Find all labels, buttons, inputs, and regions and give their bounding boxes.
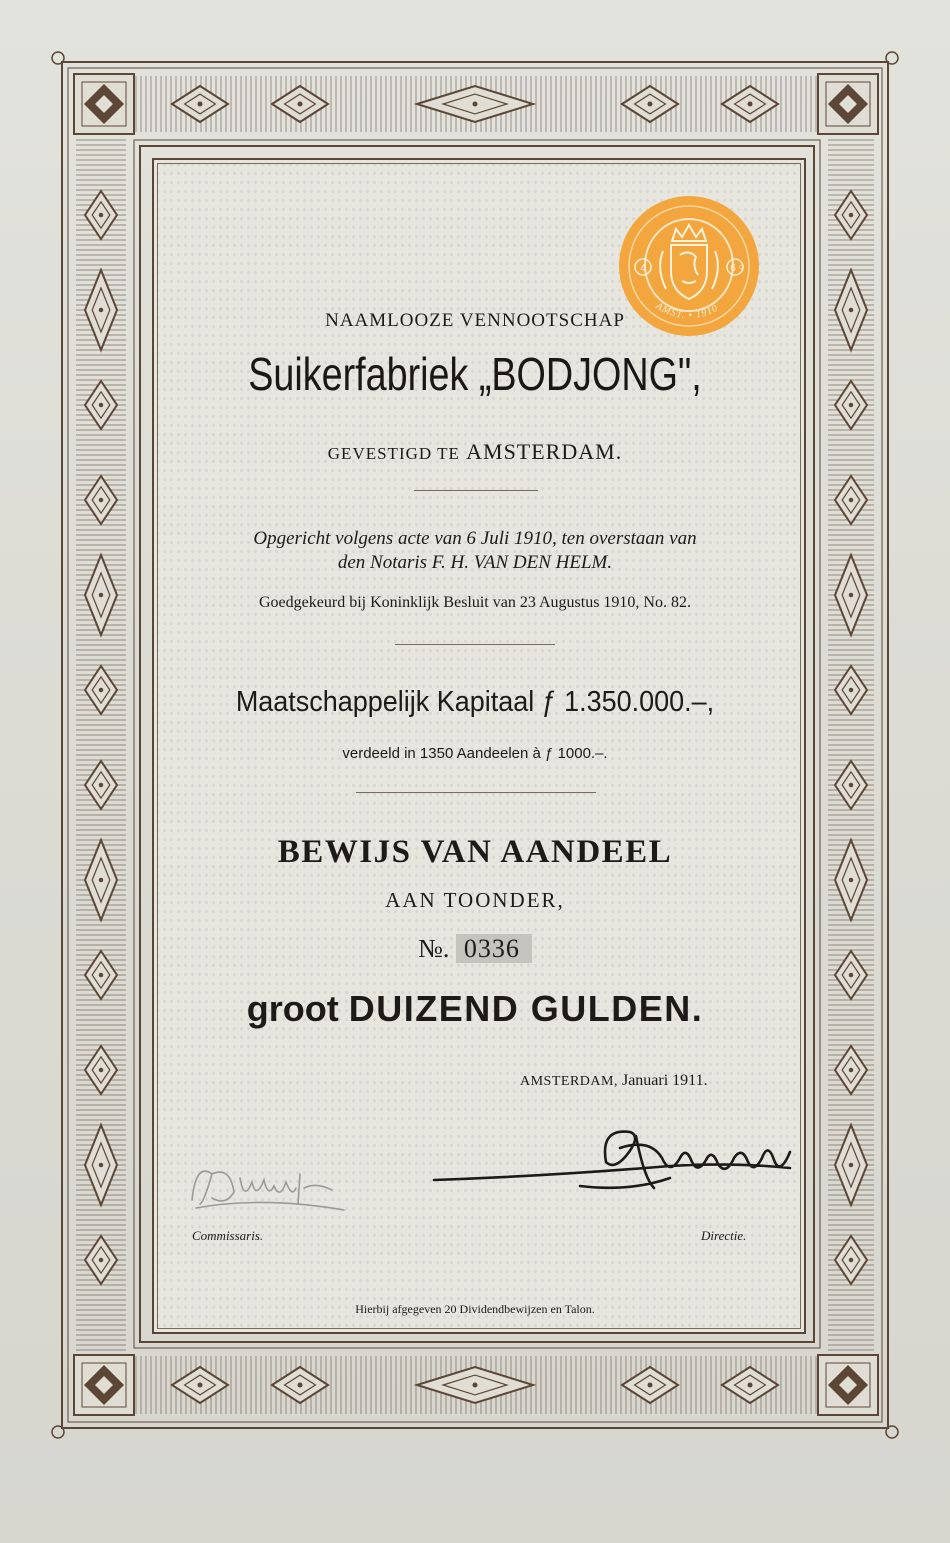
border-diamond-top (417, 86, 533, 122)
issue-date (520, 1072, 708, 1090)
border-diamond-bottom (417, 1367, 533, 1403)
seat-prefix: GEVESTIGD TE (327, 444, 460, 463)
certificate-number (0, 934, 950, 964)
border-corner-curl (886, 52, 898, 64)
directie-label: Directie. (701, 1228, 747, 1243)
border-diamond-right (835, 476, 867, 524)
directie-signature (430, 1118, 800, 1208)
founding-line-2: den Notaris F. H. VAN DEN HELM. (337, 552, 613, 573)
divider-1 (414, 490, 538, 491)
value-prefix: groot (246, 988, 339, 1029)
border-corner-top-right (818, 74, 878, 134)
border-diamond-right (835, 191, 867, 239)
issue-place: AMSTERDAM, (520, 1074, 618, 1089)
border-corner-curl (52, 52, 64, 64)
stamp-right-value: 6 (730, 263, 736, 274)
border-diamond-top (272, 86, 328, 122)
border-diamond-right (835, 761, 867, 809)
company-name: Suikerfabriek „BODJONG", (248, 348, 702, 400)
nominal-value (0, 988, 950, 1030)
issue-month: Januari 1911. (621, 1072, 708, 1089)
certificate-title: BEWIJS VAN AANDEEL (277, 834, 673, 870)
divider-2 (395, 644, 555, 645)
stamp-left-value: 4 (640, 263, 646, 274)
border-diamond-right (835, 1236, 867, 1284)
value-amount: DUIZEND GULDEN. (348, 988, 704, 1029)
border-diamond-top (172, 86, 228, 122)
commissaris-signature (182, 1152, 352, 1222)
coupon-note: Hierbij afgegeven 20 Dividendbewijzen en Talon. (355, 1302, 595, 1316)
border-diamond-left (85, 1046, 117, 1094)
border-corner-top-left (74, 74, 134, 134)
border-diamond-left (85, 1236, 117, 1284)
border-diamond-bottom (622, 1367, 678, 1403)
authorized-capital: Maatschappelijk Kapitaal ƒ 1.350.000.–, (235, 686, 715, 718)
border-corner-bottom-right (818, 1355, 878, 1415)
stamp-arc-text: AMST. • 1910 (653, 300, 721, 322)
border-corner-curl (886, 1426, 898, 1438)
border-diamond-left (85, 476, 117, 524)
certificate-subtitle: AAN TOONDER, (385, 888, 565, 912)
border-diamond-left (85, 761, 117, 809)
border-diamond-bottom (172, 1367, 228, 1403)
stamp-right-suffix: Ct (739, 265, 744, 271)
company-seat (0, 439, 950, 465)
border-corner-bottom-left (74, 1355, 134, 1415)
capital-division: verdeeld in 1350 Aandeelen à ƒ 1000.–. (342, 745, 608, 762)
border-diamond-left (85, 191, 117, 239)
founding-line-1: Opgericht volgens acte van 6 Juli 1910, ten overstaan van (253, 528, 697, 549)
border-diamond-top (722, 86, 778, 122)
border-diamond-right (835, 1046, 867, 1094)
commissaris-label: Commissaris. (192, 1228, 264, 1243)
border-diamond-right (835, 1125, 867, 1205)
royal-approval: Goedgekeurd bij Koninklijk Besluit van 23 Augustus 1910, No. 82. (259, 594, 691, 611)
number-value: 0336 (456, 934, 532, 963)
border-diamond-bottom (272, 1367, 328, 1403)
border-diamond-left (85, 1125, 117, 1205)
company-type: NAAMLOOZE VENNOOTSCHAP (325, 310, 625, 331)
border-diamond-bottom (722, 1367, 778, 1403)
border-corner-curl (52, 1426, 64, 1438)
divider-3 (356, 792, 596, 793)
seat-city: AMSTERDAM. (466, 439, 623, 464)
number-label: №. (418, 934, 450, 963)
border-diamond-top (622, 86, 678, 122)
